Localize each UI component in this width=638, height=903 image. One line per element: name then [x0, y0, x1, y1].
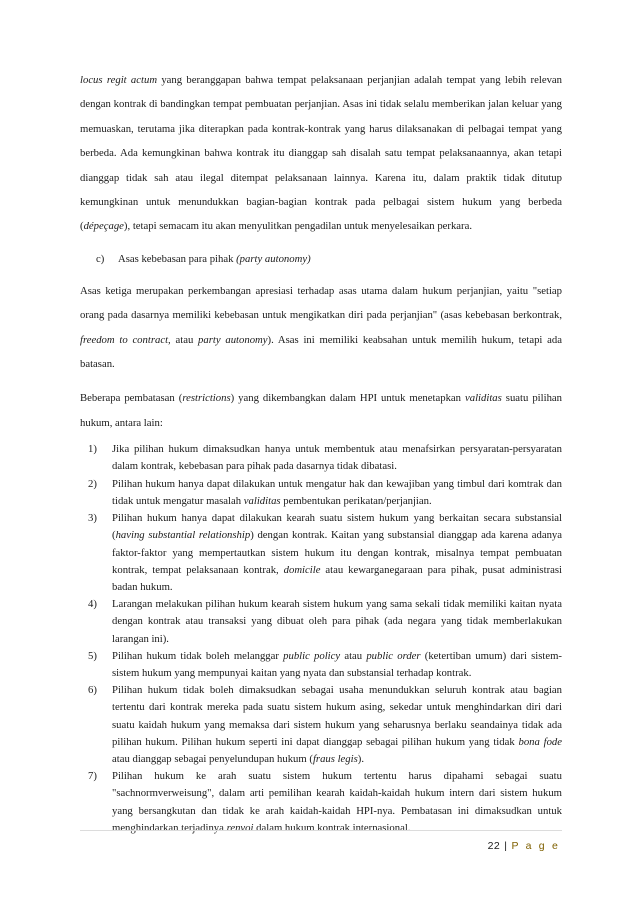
text-run: suatu pilihan hukum, antara lain:: [80, 392, 563, 429]
text-run: Pilihan hukum hanya dapat dilakukan untuk mengatur hak dan kewajiban yang timbul dari komtrak dan tidak untuk mengatur masalah: [112, 477, 562, 507]
restriction-text: [112, 596, 562, 648]
restriction-number: 7): [88, 770, 97, 783]
italic-term: bona fode: [518, 735, 562, 748]
italic-term: party autonomy: [198, 333, 268, 346]
restriction-item: [80, 648, 562, 682]
restriction-number: 6): [88, 684, 97, 697]
restriction-text: [112, 441, 562, 475]
text-run: Asas ketiga merupakan perkembangan apresiasi terhadap asas utama dalam hukum perjanjian, yaitu "setiap orang pada dasarnya memiliki kebebasan untuk mengikatkan diri pada perjanjian" (asas kebebasan berkontrak,: [80, 284, 562, 322]
restriction-text: [112, 476, 562, 510]
paragraph-restrictions-intro: [80, 386, 562, 435]
restriction-text: [112, 768, 562, 837]
text-run: Jika pilihan hukum dimaksudkan hanya untuk membentuk atau menafsirkan persyaratan-persyaratan dalam kontrak, kebebasan para pihak pada dasarnya tidak dibatasi.: [112, 443, 562, 473]
text-run: ).: [357, 752, 365, 765]
restriction-item: [80, 768, 562, 837]
italic-term: locus regit actum: [80, 74, 158, 86]
page-word: P a g e: [511, 840, 560, 852]
italic-term: dépeçage: [83, 220, 124, 233]
text-run: atau: [170, 333, 199, 346]
italic-term: renvoi: [226, 821, 254, 834]
italic-term: fraus legis: [312, 752, 358, 765]
text-run: ). Asas ini memiliki keabsahan untuk memilih hukum, tetapi ada batasan.: [80, 333, 562, 371]
text-run: ) dengan kontrak. Kaitan yang substansial dianggap ada karena adanya faktor-faktor yang mempertautkan sistem hukum itu dengan kontrak, misalnya tempat pembuatan kontrak, tempat pelaksanaan kontrak,: [112, 529, 563, 576]
restriction-item: [80, 441, 562, 475]
text-run: Asas kebebasan para pihak: [118, 252, 237, 265]
text-run: atau: [340, 649, 367, 662]
paragraph-locus-regit-actum: [80, 68, 562, 239]
restriction-item: [80, 596, 562, 648]
text-run: atau kewarganegaraan para pihak, pusat administrasi badan hukum.: [112, 563, 562, 593]
restriction-number: 3): [88, 512, 97, 525]
text-run: Beberapa pembatasan (: [80, 392, 183, 405]
italic-term: public order: [366, 649, 421, 662]
text-run: dalam hukum kontrak internasional.: [253, 821, 411, 834]
page-number-value: 22: [487, 840, 501, 852]
italic-term: public policy: [283, 649, 341, 662]
restriction-number: 5): [88, 649, 97, 662]
restriction-text: [112, 648, 562, 682]
text-run: Larangan melakukan pilihan hukum kearah sistem hukum yang sama sekali tidak memiliki kaitan nyata dengan kontrak atau transaksi yang dibuat oleh para pihak (ada negara yang tidak memberlakukan larangan ini).: [112, 598, 562, 645]
restrictions-list: [80, 441, 562, 837]
footer-divider: [80, 830, 562, 831]
italic-term: validitas: [243, 494, 281, 507]
restriction-text: [112, 682, 562, 768]
restriction-item: [80, 476, 562, 510]
text-run: atau dianggap sebagai penyelundupan hukum (: [112, 752, 313, 765]
text-run: ), tetapi semacam itu akan menyulitkan pengadilan untuk menyelesaikan perkara.: [123, 220, 473, 233]
page-footer: [80, 830, 562, 866]
restriction-item: [80, 510, 562, 596]
restriction-number: 4): [88, 598, 97, 611]
paragraph-party-autonomy: [80, 279, 562, 377]
text-run: Pilihan hukum hanya dapat dilakukan kearah suatu sistem hukum yang berkaitan secara substansial (: [112, 512, 562, 542]
section-heading-party-autonomy: [96, 249, 562, 269]
text-run: pembentukan perikatan/perjanjian.: [280, 494, 432, 507]
italic-term: having substantial relationship: [115, 529, 251, 542]
restriction-number: 1): [88, 443, 97, 456]
restriction-number: 2): [88, 477, 97, 490]
restriction-text: [112, 510, 562, 596]
text-run: Pilihan hukum tidak boleh melanggar: [112, 649, 284, 662]
italic-term: validitas: [465, 392, 502, 405]
italic-term: freedom to contract,: [80, 333, 171, 346]
restriction-item: [80, 682, 562, 768]
text-run: yang beranggapan bahwa tempat pelaksanaan perjanjian adalah tempat yang lebih relevan dengan kontrak di bandingkan tempat pembuatan perjanjian. Asas ini tidak selalu memberikan jalan keluar yang memuaskan, terutama jika diterapkan pada kontrak-kontrak yang harus dilaksanakan di pelbagai tempat yang berbeda. Ada kemungkinan bahwa kontrak itu dianggap sah disalah satu tempat pelaksanaannya, akan tetapi dianggap tidak sah atau ilegal ditempat pelaksanaan lainnya. Karena itu, dalam praktik tidak ditutup kemungkinan untuk menundukkan bagian-bagian kontrak pada pelbagai sistem hukum yang berbeda (: [80, 74, 562, 233]
italic-term: (party autonomy): [236, 252, 311, 265]
text-run: Pilihan hukum tidak boleh dimaksudkan sebagai usaha menundukkan seluruh kontrak atau bagian tertentu dari kontrak mereka pada suatu sistem hukum asing, sekedar untuk menghindarkan diri dari suatu kaidah hukum yang memaksa dari sistem hukum yang seharusnya berlaku seandainya tidak ada pilihan hukum. Pilihan hukum seperti ini dapat dianggap sebagai pilihan hukum yang tidak: [112, 684, 562, 748]
section-title: [118, 253, 311, 265]
page-number: [488, 840, 560, 852]
italic-term: domicile: [283, 563, 321, 576]
text-run: (ketertiban umum) dari sistem-sistem hukum yang mempunyai kaitan yang nyata dan substansial terhadap kontrak.: [112, 649, 562, 679]
section-label: c): [96, 252, 105, 265]
page-number-separator: |: [504, 840, 508, 852]
text-run: ) yang dikembangkan dalam HPI untuk menetapkan: [230, 392, 465, 405]
italic-term: restrictions: [182, 392, 231, 405]
page-body: [80, 68, 562, 837]
text-run: Pilihan hukum ke arah suatu sistem hukum tertentu harus dipahami sebagai suatu "sachnormverweisung", dalam arti pemilihan kearah kaidah-kaidah hukum intern dari sistem hukum yang bersangkutan dan tidak ke arah kaidah-kaidah HPI-nya. Pembatasan ini dimaksudkan untuk menghindarkan terjadinya: [112, 770, 562, 834]
